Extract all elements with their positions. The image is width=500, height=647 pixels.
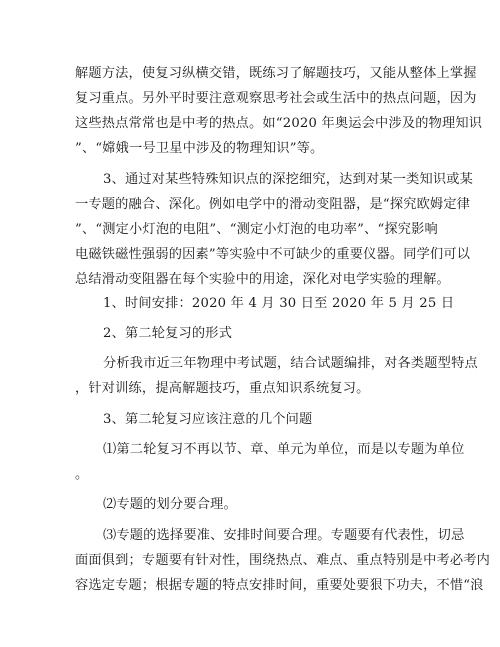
text-line: ”、“嫦娥一号卫星中涉及的物理知识”等。 (75, 141, 324, 156)
text-line: 这些热点常常也是中考的热点。如“2020 年奥运会中涉及的物理知识 (75, 116, 483, 131)
text-line: 2、第二轮复习的形式 (103, 326, 233, 341)
text-line: 总结滑动变阻器在每个实验中的用途，深化对电学实验的理解。 (75, 272, 450, 287)
text-line: 电磁铁磁性强弱的因素”等实验中不可缺少的重要仪器。同学们可以 (75, 247, 471, 262)
text-line: 解题方法，使复习纵横交错，既练习了解题技巧，又能从整体上掌握 (75, 66, 477, 81)
text-line: ⑵专题的划分要合理。 (103, 497, 237, 512)
text-line: 容选定专题；根据专题的特点安排时间，重要处要狠下功夫，不惜“浪 (75, 578, 484, 593)
text-line: ”、“测定小灯泡的电阻”、“测定小灯泡的电功率”、“探究影响 (75, 222, 438, 237)
text-line: ⑴第二轮复习不再以节、章、单元为单位，而是以专题为单位 (103, 442, 465, 457)
text-line: 面面俱到；专题要有针对性，围绕热点、难点、重点特别是中考必考内 (75, 553, 491, 568)
text-line: 3、第二轮复习应该注意的几个问题 (103, 412, 313, 427)
text-line: ，针对训练，提高解题技巧，重点知识系统复习。 (75, 381, 370, 396)
text-line: 1、时间安排：2020 年 4 月 30 日至 2020 年 5 月 25 日 (103, 296, 455, 311)
text-line: 一专题的融合、深化。例如电学中的滑动变阻器，是“探究欧姆定律 (75, 197, 471, 212)
text-line: 分析我市近三年物理中考试题，结合试题编排，对各类题型特点 (103, 356, 478, 371)
text-line: 复习重点。另外平时要注意观察思考社会或生活中的热点问题，因为 (75, 91, 477, 106)
text-line: 。 (75, 467, 89, 482)
text-line: ⑶专题的选择要准、安排时间要合理。专题要有代表性，切忌 (103, 528, 465, 543)
text-line: 3、通过对某些特殊知识点的深挖细究，达到对某一类知识或某 (103, 172, 474, 187)
